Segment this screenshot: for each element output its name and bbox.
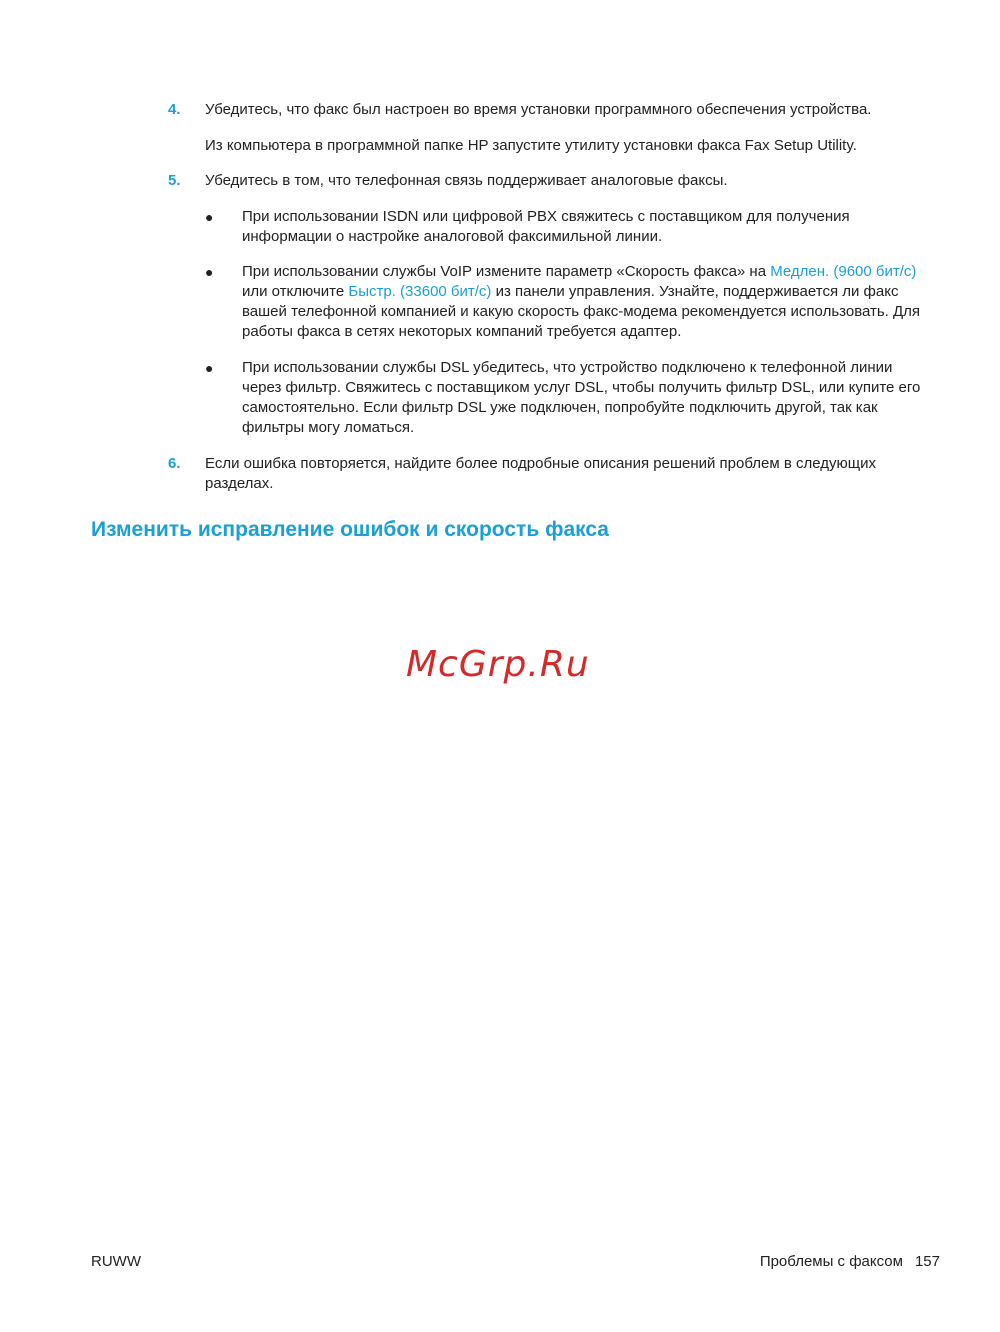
- step-number: 6.: [168, 455, 181, 472]
- step-text: Убедитесь в том, что телефонная связь поддерживает аналоговые факсы.: [205, 172, 728, 189]
- bullet-text: При использовании ISDN или цифровой PBX свяжитесь с поставщиком для получения информации о настройке аналоговой факсимильной линии.: [242, 208, 850, 245]
- footer-section: [760, 1252, 940, 1272]
- bullet-marker: ●: [205, 360, 214, 376]
- step-number: 4.: [168, 101, 181, 118]
- footer-section-title: Проблемы с факсом: [759, 1253, 903, 1270]
- page-number: 157: [914, 1253, 940, 1270]
- voip-text-part1: При использовании службы VoIP измените параметр «Скорость факса» на: [242, 263, 771, 280]
- fast-speed-link[interactable]: Быстр. (33600 бит/с): [348, 283, 492, 300]
- slow-speed-link[interactable]: Медлен. (9600 бит/с): [770, 263, 917, 280]
- step-text: Убедитесь, что факс был настроен во время установки программного обеспечения устройства.: [205, 101, 872, 118]
- section-heading: Изменить исправление ошибок и скорость факса: [91, 518, 609, 541]
- bullet-marker: ●: [205, 209, 214, 225]
- footer-locale: RUWW: [91, 1253, 141, 1270]
- voip-text-part2: или отключите: [242, 283, 349, 300]
- step-text: Если ошибка повторяется, найдите более подробные описания решений проблем в следующих разделах.: [205, 455, 876, 492]
- bullet-text: При использовании службы DSL убедитесь, что устройство подключено к телефонной линии через фильтр. Свяжитесь с поставщиком услуг DSL, чтобы получить фильтр DSL, или купите его самостоятельно. Если фильтр DSL уже подключен, попробуйте подключить другой, так как фильтры могу ломаться.: [242, 359, 921, 436]
- voip-text-part3: из панели управления. Узнайте, поддерживается ли факс вашей телефонной компанией и какую скорость факс-модема рекомендуется использовать. Для работы факса в сетях некоторых компаний требуется адаптер.: [242, 283, 921, 340]
- step-number: 5.: [168, 172, 181, 189]
- bullet-text: [242, 262, 927, 342]
- step-4-note: Из компьютера в программной папке HP запустите утилиту установки факса Fax Setup Utility.: [205, 137, 857, 154]
- bullet-marker: ●: [205, 264, 214, 280]
- watermark: McGrp.Ru: [406, 644, 590, 685]
